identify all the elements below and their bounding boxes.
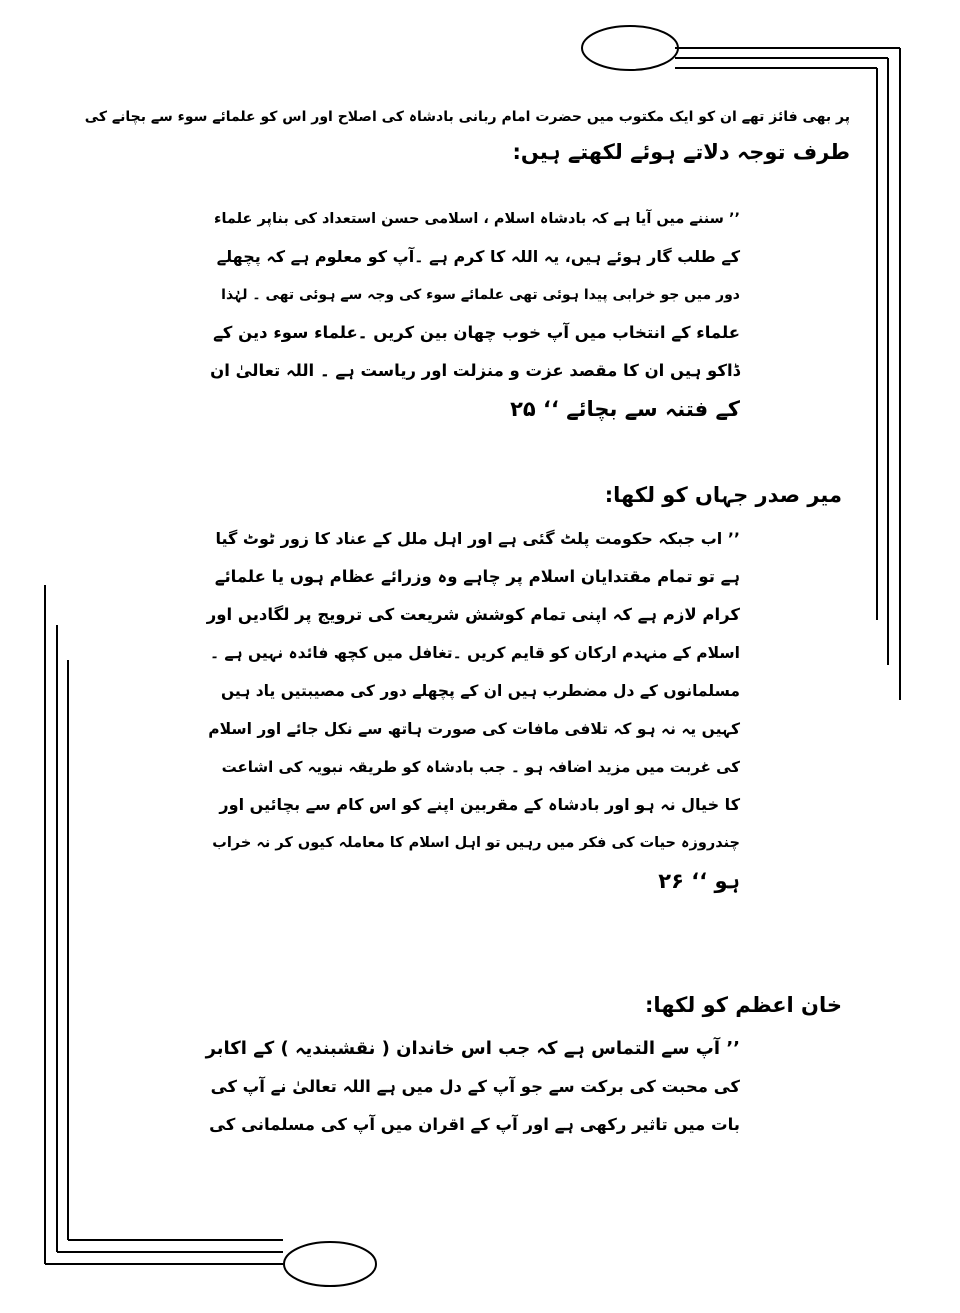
quote-line: مسلمانوں کے دل مضطرب ہیں ان کے پچھلے دور کی مصیبتیں یاد ہیں — [220, 682, 740, 700]
quote-line: کہیں یہ نہ ہو کہ تلافی مافات کی صورت ہاتھ سے نکل جائے اور اسلام — [208, 720, 740, 738]
quote-text: ہو ‘‘ — [691, 869, 740, 893]
quote-line: ڈاکو ہیں ان کا مقصد عزت و منزلت اور ریاست ہے ۔ اللہ تعالیٰ ان — [210, 361, 740, 380]
quote-line: علماء کے انتخاب میں آپ خوب چھان بین کریں ۔علماء سوء دین کے — [213, 323, 740, 342]
quote-line: دور میں جو خرابی پیدا ہوئی تھی علمائے سوء کی وجہ سے ہوئی تھی ۔ لہٰذا — [221, 287, 740, 303]
quote-line-last — [205, 862, 740, 900]
footnote-ref: ۲۵ — [510, 397, 536, 421]
quote-line: ہے تو تمام مقتدایان اسلام پر چاہے وہ وزرائے عظام ہوں یا علمائے — [214, 567, 740, 586]
quote-text: کے فتنہ سے بچائے ‘‘ — [543, 397, 740, 421]
section-heading-2: خان اعظم کو لکھا: — [645, 993, 842, 1017]
quote-line: کی غربت میں مزید اضافہ ہو ۔ جب بادشاہ کو طریقہ نبویہ کی اشاعت — [221, 758, 740, 776]
quote-line: چندروزہ حیات کی فکر میں رہیں تو اہل اسلام کا معاملہ کیوں کر نہ خراب — [212, 835, 740, 851]
intro-line: پر بھی فائز تھے ان کو ایک مکتوب میں حضرت امام ربانی بادشاہ کی اصلاح اور اس کو علمائے سوء سے بچانے کی — [84, 109, 850, 125]
section-heading-1: میر صدر جہاں کو لکھا: — [604, 483, 842, 507]
quote-line: ’’ اب جبکہ حکومت پلٹ گئی ہے اور اہل ملل کے عناد کا زور ٹوٹ گیا — [215, 529, 740, 548]
quote-line: کرام لازم ہے کہ اپنی تمام کوشش شریعت کی ترویج پر لگادیں اور — [206, 605, 740, 624]
quote-line: ’’ آپ سے التماس ہے کہ جب اس خاندان ( نقشبندیہ ) کے اکابر — [205, 1038, 740, 1059]
quote-line: کی محبت کی برکت سے جو آپ کے دل میں ہے اللہ تعالیٰ نے آپ کی — [210, 1077, 740, 1096]
intro-paragraph — [85, 100, 850, 170]
quote-line: بات میں تاثیر رکھی ہے اور آپ کے اقران میں آپ کی مسلمانی کی — [209, 1115, 740, 1134]
quote-line: ’’ سننے میں آیا ہے کہ بادشاہ اسلام ، اسلامی حسن استعداد کی بناپر علماء — [214, 211, 740, 227]
quote-line-last — [205, 390, 740, 428]
quote-line: اسلام کے منہدم ارکان کو قایم کریں ۔تغافل میں کچھ فائدہ نہیں ہے ۔ — [209, 644, 740, 662]
quote-line: کا خیال نہ ہو اور بادشاہ کے مقربین اپنے کو اس کام سے بچائیں اور — [219, 795, 740, 814]
quote-block-2 — [205, 520, 740, 900]
quote-line: کے طلب گار ہوئے ہیں، یہ اللہ کا کرم ہے ۔آپ کو معلوم ہے کہ پچھلے — [216, 247, 740, 266]
footnote-ref: ۲۶ — [658, 869, 684, 893]
quote-block-1 — [205, 200, 740, 428]
quote-block-3 — [205, 1030, 740, 1144]
intro-line: طرف توجہ دلاتے ہوئے لکھتے ہیں: — [512, 140, 850, 164]
